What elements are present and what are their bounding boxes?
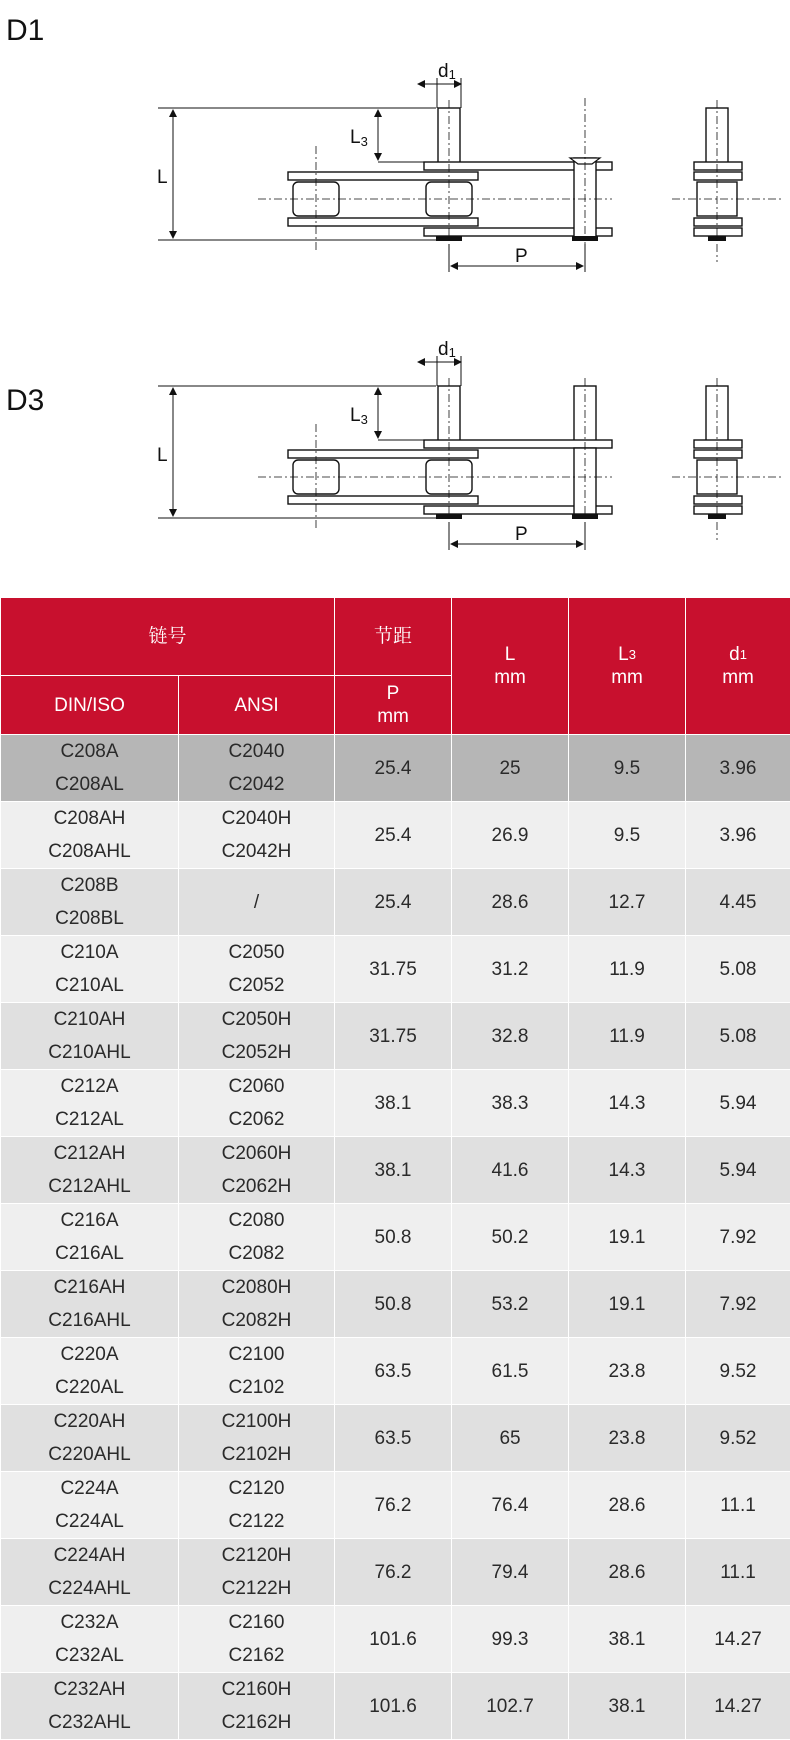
ansi-cell: C2040H C2042H	[179, 802, 335, 869]
l-cell: 99.3	[452, 1606, 569, 1673]
d1-cell: 11.1	[686, 1539, 790, 1606]
din-iso-cell: C216A C216AL	[1, 1204, 179, 1271]
din-iso-cell: C210AH C210AHL	[1, 1003, 179, 1070]
ansi-cell: /	[179, 869, 335, 936]
l-cell: 102.7	[452, 1673, 569, 1740]
l-cell: 26.9	[452, 802, 569, 869]
l3-cell: 19.1	[569, 1271, 686, 1338]
chain-drawing-d1	[0, 0, 790, 290]
din-iso-cell: C212A C212AL	[1, 1070, 179, 1137]
d1-cell: 5.94	[686, 1070, 790, 1137]
ansi-cell: C2100 C2102	[179, 1338, 335, 1405]
table-row	[1, 1204, 790, 1271]
l3-cell: 12.7	[569, 869, 686, 936]
d1-cell: 11.1	[686, 1472, 790, 1539]
spec-table	[0, 597, 790, 1740]
l3-cell: 28.6	[569, 1472, 686, 1539]
header-din-iso: DIN/ISO	[1, 676, 179, 735]
pitch-cell: 31.75	[335, 1003, 452, 1070]
l3-cell: 38.1	[569, 1606, 686, 1673]
l3-cell: 23.8	[569, 1405, 686, 1472]
header-l: L mm	[452, 598, 569, 735]
d1-cell: 9.52	[686, 1338, 790, 1405]
d1-cell: 14.27	[686, 1673, 790, 1740]
chain-drawing-d3	[0, 278, 790, 568]
din-iso-cell: C208AH C208AHL	[1, 802, 179, 869]
l3-cell: 11.9	[569, 936, 686, 1003]
l-cell: 41.6	[452, 1137, 569, 1204]
ansi-cell: C2100H C2102H	[179, 1405, 335, 1472]
pitch-cell: 63.5	[335, 1338, 452, 1405]
dim-p-label: P	[515, 524, 528, 545]
l-cell: 65	[452, 1405, 569, 1472]
table-row	[1, 1271, 790, 1338]
pitch-cell: 101.6	[335, 1606, 452, 1673]
pitch-cell: 50.8	[335, 1271, 452, 1338]
ansi-cell: C2160H C2162H	[179, 1673, 335, 1740]
pitch-cell: 63.5	[335, 1405, 452, 1472]
ansi-cell: C2080 C2082	[179, 1204, 335, 1271]
ansi-cell: C2080H C2082H	[179, 1271, 335, 1338]
l3-cell: 9.5	[569, 802, 686, 869]
table-row	[1, 735, 790, 802]
dim-l3-label: L3	[350, 405, 368, 427]
pitch-cell: 25.4	[335, 869, 452, 936]
pitch-cell: 25.4	[335, 735, 452, 802]
d1-cell: 7.92	[686, 1271, 790, 1338]
pitch-cell: 38.1	[335, 1070, 452, 1137]
pitch-cell: 50.8	[335, 1204, 452, 1271]
ansi-cell: C2120H C2122H	[179, 1539, 335, 1606]
l3-cell: 19.1	[569, 1204, 686, 1271]
table-row	[1, 869, 790, 936]
din-iso-cell: C216AH C216AHL	[1, 1271, 179, 1338]
l-cell: 32.8	[452, 1003, 569, 1070]
din-iso-cell: C210A C210AL	[1, 936, 179, 1003]
l-cell: 76.4	[452, 1472, 569, 1539]
dim-p-label: P	[515, 246, 528, 267]
pitch-cell: 31.75	[335, 936, 452, 1003]
ansi-cell: C2060 C2062	[179, 1070, 335, 1137]
d1-cell: 3.96	[686, 735, 790, 802]
ansi-cell: C2120 C2122	[179, 1472, 335, 1539]
l-cell: 50.2	[452, 1204, 569, 1271]
ansi-cell: C2050 C2052	[179, 936, 335, 1003]
table-row	[1, 1606, 790, 1673]
d1-cell: 4.45	[686, 869, 790, 936]
ansi-cell: C2040 C2042	[179, 735, 335, 802]
l-cell: 38.3	[452, 1070, 569, 1137]
table-row	[1, 1405, 790, 1472]
diagram-label: D1	[6, 14, 44, 48]
din-iso-cell: C212AH C212AHL	[1, 1137, 179, 1204]
l3-cell: 14.3	[569, 1137, 686, 1204]
header-chain-no: 链号	[1, 598, 335, 676]
d1-cell: 5.08	[686, 1003, 790, 1070]
l-cell: 25	[452, 735, 569, 802]
l3-cell: 11.9	[569, 1003, 686, 1070]
ansi-cell: C2050H C2052H	[179, 1003, 335, 1070]
pitch-cell: 76.2	[335, 1472, 452, 1539]
header-pitch-unit: P mm	[335, 676, 452, 735]
l3-cell: 28.6	[569, 1539, 686, 1606]
header-d1: d1 mm	[686, 598, 790, 735]
table-row	[1, 1137, 790, 1204]
table-row	[1, 936, 790, 1003]
din-iso-cell: C220A C220AL	[1, 1338, 179, 1405]
l3-cell: 38.1	[569, 1673, 686, 1740]
diagram-label: D3	[6, 384, 44, 418]
l3-cell: 9.5	[569, 735, 686, 802]
header-l3: L3 mm	[569, 598, 686, 735]
table-row	[1, 802, 790, 869]
dim-d1-label: d1	[438, 61, 456, 82]
pitch-cell: 76.2	[335, 1539, 452, 1606]
diagram-d1	[0, 0, 790, 290]
d1-cell: 5.08	[686, 936, 790, 1003]
pitch-cell: 25.4	[335, 802, 452, 869]
d1-cell: 14.27	[686, 1606, 790, 1673]
dim-l3-label: L3	[350, 127, 368, 149]
dim-l-label: L	[157, 445, 168, 466]
l-cell: 61.5	[452, 1338, 569, 1405]
table-row	[1, 1539, 790, 1606]
l-cell: 28.6	[452, 869, 569, 936]
table-row	[1, 1673, 790, 1740]
l3-cell: 23.8	[569, 1338, 686, 1405]
din-iso-cell: C220AH C220AHL	[1, 1405, 179, 1472]
d1-cell: 7.92	[686, 1204, 790, 1271]
din-iso-cell: C224AH C224AHL	[1, 1539, 179, 1606]
din-iso-cell: C208A C208AL	[1, 735, 179, 802]
diagram-d3	[0, 278, 790, 568]
ansi-cell: C2060H C2062H	[179, 1137, 335, 1204]
din-iso-cell: C232A C232AL	[1, 1606, 179, 1673]
l3-cell: 14.3	[569, 1070, 686, 1137]
l-cell: 79.4	[452, 1539, 569, 1606]
din-iso-cell: C208B C208BL	[1, 869, 179, 936]
dim-l-label: L	[157, 167, 168, 188]
header-ansi: ANSI	[179, 676, 335, 735]
l-cell: 53.2	[452, 1271, 569, 1338]
header-pitch: 节距	[335, 598, 452, 676]
l-cell: 31.2	[452, 936, 569, 1003]
dim-d1-label: d1	[438, 339, 456, 360]
table-row	[1, 1070, 790, 1137]
d1-cell: 9.52	[686, 1405, 790, 1472]
table-row	[1, 1472, 790, 1539]
table-row	[1, 1338, 790, 1405]
table-row	[1, 1003, 790, 1070]
d1-cell: 5.94	[686, 1137, 790, 1204]
din-iso-cell: C232AH C232AHL	[1, 1673, 179, 1740]
pitch-cell: 38.1	[335, 1137, 452, 1204]
d1-cell: 3.96	[686, 802, 790, 869]
din-iso-cell: C224A C224AL	[1, 1472, 179, 1539]
pitch-cell: 101.6	[335, 1673, 452, 1740]
ansi-cell: C2160 C2162	[179, 1606, 335, 1673]
